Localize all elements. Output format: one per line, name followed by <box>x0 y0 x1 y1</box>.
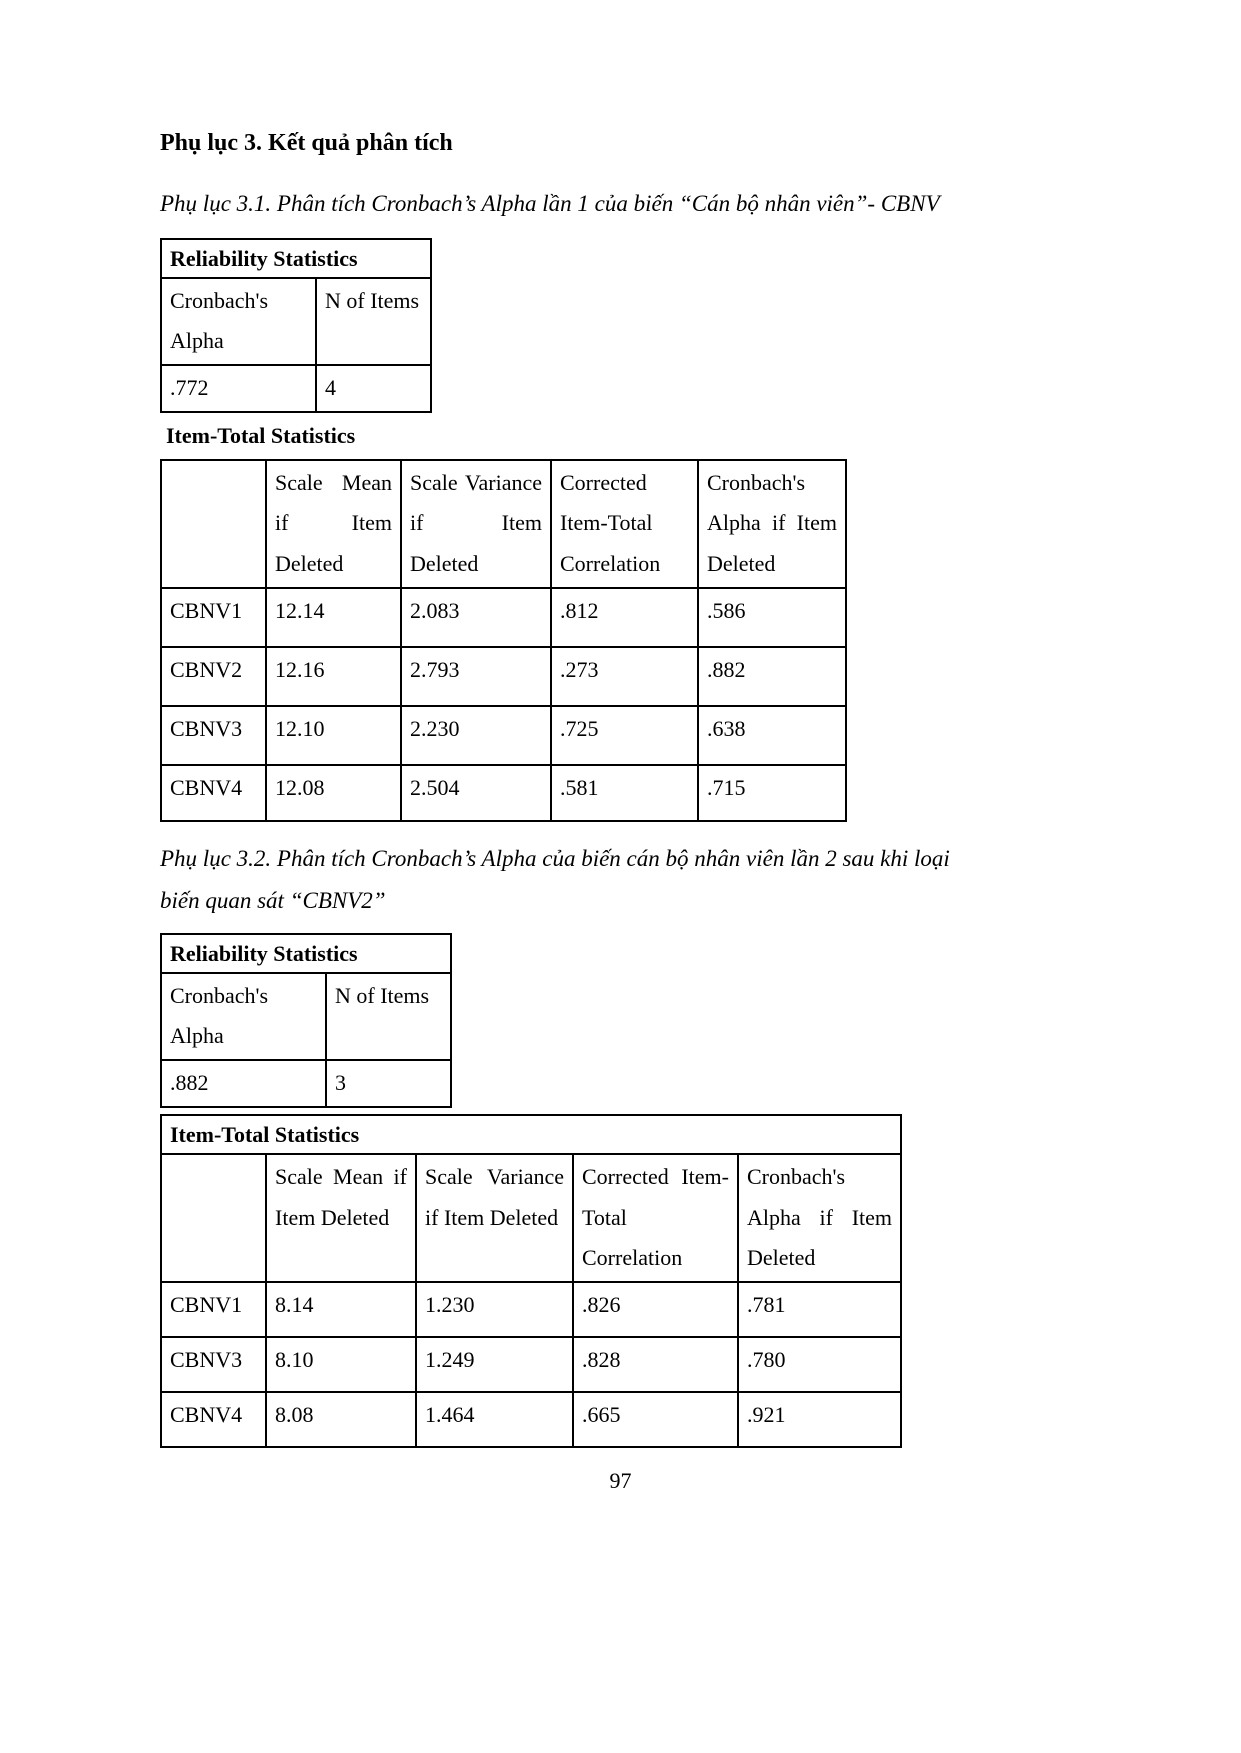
table-row <box>161 278 431 365</box>
value-cell: .273 <box>551 647 698 706</box>
value-cell: .665 <box>573 1392 738 1447</box>
table-row <box>161 239 431 278</box>
value-cell: .772 <box>161 365 316 412</box>
column-header-cell: Scale Mean if Item Deleted <box>266 1154 416 1282</box>
value-cell: 1.249 <box>416 1337 573 1392</box>
value-cell: .826 <box>573 1282 738 1337</box>
value-cell: .828 <box>573 1337 738 1392</box>
empty-header-cell <box>161 460 266 588</box>
column-header-cell: Cronbach's Alpha if Item Deleted <box>738 1154 901 1282</box>
row-label-cell: CBNV4 <box>161 765 266 821</box>
empty-header-cell <box>161 1154 266 1282</box>
table-title-cell: Reliability Statistics <box>161 934 451 973</box>
value-cell: 12.16 <box>266 647 401 706</box>
value-cell: 8.14 <box>266 1282 416 1337</box>
row-label-cell: CBNV3 <box>161 1337 266 1392</box>
value-cell: 1.464 <box>416 1392 573 1447</box>
table-row <box>161 365 431 412</box>
value-cell: .882 <box>161 1060 326 1107</box>
item-total-statistics-table-1 <box>160 459 847 822</box>
value-cell: 4 <box>316 365 431 412</box>
table-row <box>161 1392 901 1447</box>
table-title-cell: Item-Total Statistics <box>161 1115 901 1154</box>
reliability-statistics-table-2 <box>160 933 452 1108</box>
caption-line: biến quan sát “CBNV2” <box>160 888 386 914</box>
value-cell: 8.08 <box>266 1392 416 1447</box>
column-header-cell: Scale Variance if Item Deleted <box>416 1154 573 1282</box>
table-row <box>161 765 846 821</box>
column-header-cell: Cronbach's Alpha <box>161 973 326 1060</box>
value-cell: 12.08 <box>266 765 401 821</box>
value-cell: .638 <box>698 706 846 765</box>
value-cell: .586 <box>698 588 846 647</box>
section1-caption: Phụ lục 3.1. Phân tích Cronbach’s Alpha lần 1 của biến “Cán bộ nhân viên”- CBNV <box>160 191 940 216</box>
item-total-statistics-table-2 <box>160 1114 902 1448</box>
value-cell: .882 <box>698 647 846 706</box>
value-cell: .715 <box>698 765 846 821</box>
table-header-row <box>161 460 846 588</box>
column-header-cell: Corrected Item-Total Correlation <box>573 1154 738 1282</box>
page-number: 97 <box>609 1468 632 1493</box>
value-cell: 12.14 <box>266 588 401 647</box>
column-header-cell: Cronbach's Alpha if Item Deleted <box>698 460 846 588</box>
column-header-cell: Scale Mean if Item Deleted <box>266 460 401 588</box>
row-label-cell: CBNV4 <box>161 1392 266 1447</box>
row-label-cell: CBNV1 <box>161 588 266 647</box>
value-cell: 3 <box>326 1060 451 1107</box>
page-title: Phụ lục 3. Kết quả phân tích <box>160 130 453 156</box>
table-row <box>161 1282 901 1337</box>
table-header-row <box>161 1154 901 1282</box>
value-cell: 2.504 <box>401 765 551 821</box>
row-label-cell: CBNV2 <box>161 647 266 706</box>
table-row <box>161 647 846 706</box>
row-label-cell: CBNV1 <box>161 1282 266 1337</box>
document-page <box>160 130 1085 1448</box>
table-row <box>161 588 846 647</box>
value-cell: .581 <box>551 765 698 821</box>
column-header-cell: Cronbach's Alpha <box>161 278 316 365</box>
column-header-cell: Corrected Item-Total Correlation <box>551 460 698 588</box>
table-row <box>161 973 451 1060</box>
column-header-cell: N of Items <box>326 973 451 1060</box>
value-cell: .812 <box>551 588 698 647</box>
section2-caption <box>160 838 1085 923</box>
value-cell: 2.230 <box>401 706 551 765</box>
row-label-cell: CBNV3 <box>161 706 266 765</box>
reliability-statistics-table-1 <box>160 238 432 413</box>
value-cell: 2.083 <box>401 588 551 647</box>
value-cell: 8.10 <box>266 1337 416 1392</box>
value-cell: 12.10 <box>266 706 401 765</box>
value-cell: .781 <box>738 1282 901 1337</box>
table-row <box>161 1337 901 1392</box>
value-cell: .780 <box>738 1337 901 1392</box>
item-total-statistics-heading: Item-Total Statistics <box>166 422 356 448</box>
column-header-cell: N of Items <box>316 278 431 365</box>
value-cell: .921 <box>738 1392 901 1447</box>
value-cell: 1.230 <box>416 1282 573 1337</box>
column-header-cell: Scale Variance if Item Deleted <box>401 460 551 588</box>
value-cell: .725 <box>551 706 698 765</box>
table-row <box>161 1115 901 1154</box>
caption-line: Phụ lục 3.2. Phân tích Cronbach’s Alpha của biến cán bộ nhân viên lần 2 sau khi loại <box>160 845 950 871</box>
table-row <box>161 934 451 973</box>
table-title-cell: Reliability Statistics <box>161 239 431 278</box>
table-row <box>161 1060 451 1107</box>
value-cell: 2.793 <box>401 647 551 706</box>
table-row <box>161 706 846 765</box>
